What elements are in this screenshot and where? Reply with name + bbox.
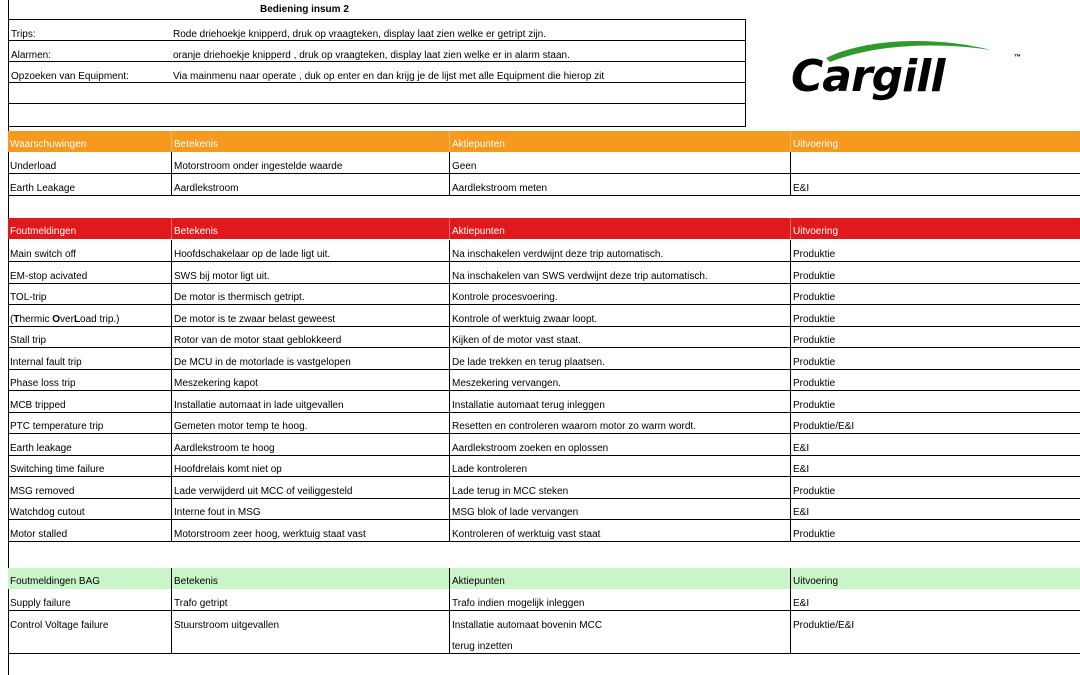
cell-text: Lade kontroleren <box>452 464 528 475</box>
table-row <box>8 305 1080 327</box>
cell-text: Kontrole of werktuig zwaar loopt. <box>452 314 598 325</box>
cell-text: Produktie/E&I <box>793 421 855 432</box>
header-cell <box>8 131 171 152</box>
cell-text: Produktie <box>793 378 836 389</box>
cell-text: Hoofdschakelaar op de lade ligt uit. <box>174 249 331 260</box>
cell-text: Supply failure <box>10 598 71 609</box>
header-label: Aktiepunten <box>452 576 505 587</box>
cell-text: Meszekering kapot <box>174 378 258 389</box>
header-label: Waarschuwingen <box>10 139 87 150</box>
logo-wordmark: Cargill <box>791 51 945 102</box>
info-row-trips <box>9 20 745 41</box>
table-row <box>8 348 1080 370</box>
cell-text: Lade verwijderd uit MCC of veiliggesteld <box>174 486 353 497</box>
table-row <box>8 498 1080 520</box>
table-row <box>8 589 1080 611</box>
info-text: Via mainmenu naar operate , duk op enter en dan krijg je de lijst met alle Equipment die hierop zit <box>173 71 605 82</box>
cell-text: Kontrole procesvoering. <box>452 292 558 303</box>
cell-text: TOL-trip <box>10 292 47 303</box>
cell-text: Hoofdrelais komt niet op <box>174 464 282 475</box>
table-row <box>8 240 1080 262</box>
header-cell <box>8 568 171 589</box>
cell-text: De lade trekken en terug plaatsen. <box>452 357 605 368</box>
cargill-logo <box>786 36 1036 106</box>
header-label: Uitvoering <box>793 576 839 587</box>
header-label: Betekenis <box>174 139 218 150</box>
cell-text: MSG blok of lade vervangen <box>452 507 579 518</box>
info-row-equipment <box>9 62 745 83</box>
header-cell <box>790 218 1080 239</box>
info-box <box>8 19 746 127</box>
cell-text: Rotor van de motor staat geblokkeerd <box>174 335 342 346</box>
cell-text: Produktie <box>793 486 836 497</box>
header-label: Betekenis <box>174 576 218 587</box>
cell-text: Earth leakage <box>10 443 72 454</box>
cell-text: Na inschakelen verdwijnt deze trip automatisch. <box>452 249 664 260</box>
cell-text: Stuurstroom uitgevallen <box>174 620 280 631</box>
table-row <box>8 434 1080 456</box>
cell-text: Switching time failure <box>10 464 105 475</box>
info-label: Trips: <box>11 29 36 40</box>
cell-text: E&I <box>793 183 810 194</box>
faults-header-row <box>8 218 1080 239</box>
header-label: Uitvoering <box>793 139 839 150</box>
cell-text: Kontroleren of werktuig vast staat <box>452 529 601 540</box>
header-label: Foutmeldingen <box>10 226 77 237</box>
info-text: Rode driehoekje knipperd, druk op vraagteken, display laat zien welke er getript zijn. <box>173 29 546 40</box>
cell-text: Motorstroom zeer hoog, werktuig staat vast <box>174 529 366 540</box>
cell-text: Produktie <box>793 529 836 540</box>
cell-text: Motorstroom onder ingestelde waarde <box>174 161 343 172</box>
warnings-header-row <box>8 131 1080 152</box>
table-row <box>8 520 1080 542</box>
cell-text: Earth Leakage <box>10 183 76 194</box>
cell-text: Underload <box>10 161 57 172</box>
header-cell <box>171 131 449 152</box>
cell-text: Trafo getript <box>174 598 228 609</box>
table-row <box>8 369 1080 391</box>
cell-text: Na inschakelen van SWS verdwijnt deze trip automatisch. <box>452 271 708 282</box>
cell-text: Lade terug in MCC steken <box>452 486 569 497</box>
document-title: Bediening insum 2 <box>260 4 349 15</box>
info-row-empty <box>9 83 745 104</box>
cell-text: Installatie automaat terug inleggen <box>452 400 605 411</box>
table-row <box>8 326 1080 348</box>
table-row <box>8 455 1080 477</box>
cell-text: Kijken of de motor vast staat. <box>452 335 581 346</box>
cell-text: Aardlekstroom te hoog <box>174 443 275 454</box>
cell-text: Aardlekstroom <box>174 183 239 194</box>
header-cell <box>449 568 790 589</box>
cell-text-continuation: terug inzetten <box>452 641 513 652</box>
cell-text: Produktie <box>793 271 836 282</box>
cell-text: Main switch off <box>10 249 76 260</box>
cell-text: Produktie <box>793 292 836 303</box>
cell-text: Trafo indien mogelijk inleggen <box>452 598 585 609</box>
header-cell <box>171 218 449 239</box>
header-cell <box>171 568 449 589</box>
cell-text: Stall trip <box>10 335 47 346</box>
cell-text: PTC temperature trip <box>10 421 104 432</box>
cell-text: SWS bij motor ligt uit. <box>174 271 270 282</box>
table-row <box>8 283 1080 305</box>
cell-text: EM-stop acivated <box>10 271 88 282</box>
cell-text: Aardlekstroom zoeken en oplossen <box>452 443 609 454</box>
cell-text: Internal fault trip <box>10 357 82 368</box>
info-row-alarmen <box>9 41 745 62</box>
header-label: Betekenis <box>174 226 218 237</box>
cell-text: Gemeten motor temp te hoog. <box>174 421 308 432</box>
cell-text: Produktie/E&I <box>793 620 855 631</box>
cell-text: Produktie <box>793 314 836 325</box>
table-row <box>8 152 1080 174</box>
header-label: Uitvoering <box>793 226 839 237</box>
table-row <box>8 611 1080 654</box>
cell-text: Installatie automaat in lade uitgevallen <box>174 400 344 411</box>
cell-text: Geen <box>452 161 477 172</box>
cell-text: Produktie <box>793 400 836 411</box>
cell-text: (Thermic OverLoad trip.) <box>10 314 120 325</box>
header-label: Aktiepunten <box>452 139 505 150</box>
cell-text: Produktie <box>793 335 836 346</box>
cell-text: Motor stalled <box>10 529 68 540</box>
cell-text: MSG removed <box>10 486 75 497</box>
cell-text: Aardlekstroom meten <box>452 183 548 194</box>
cell-text: Watchdog cutout <box>10 507 85 518</box>
header-cell <box>449 131 790 152</box>
header-label: Aktiepunten <box>452 226 505 237</box>
cell-text: Installatie automaat bovenin MCC <box>452 620 603 631</box>
logo-trademark: ™ <box>1014 54 1021 61</box>
bag-header-row <box>8 568 1080 589</box>
cell-text: E&I <box>793 464 810 475</box>
cell-text: Meszekering vervangen. <box>452 378 561 389</box>
header-cell <box>790 568 1080 589</box>
cell-text: Produktie <box>793 249 836 260</box>
table-row <box>8 262 1080 284</box>
header-label: Foutmeldingen BAG <box>10 576 101 587</box>
cell-text: E&I <box>793 598 810 609</box>
table-row <box>8 412 1080 434</box>
header-cell <box>8 218 171 239</box>
cell-text: Phase loss trip <box>10 378 76 389</box>
cell-text: De motor is thermisch getript. <box>174 292 305 303</box>
table-row <box>8 174 1080 196</box>
cell-text: E&I <box>793 507 810 518</box>
info-label: Alarmen: <box>11 50 52 61</box>
header-cell <box>449 218 790 239</box>
info-row-empty <box>9 104 745 125</box>
cell-text: MCB tripped <box>10 400 66 411</box>
table-row <box>8 391 1080 413</box>
cell-text: E&I <box>793 443 810 454</box>
cell-text: Control Voltage failure <box>10 620 109 631</box>
table-row <box>8 477 1080 499</box>
cell-text: Resetten en controleren waarom motor zo warm wordt. <box>452 421 696 432</box>
cell-text: Interne fout in MSG <box>174 507 261 518</box>
cell-text: De MCU in de motorlade is vastgelopen <box>174 357 351 368</box>
cell-text: Produktie <box>793 357 836 368</box>
info-text: oranje driehoekje knipperd , druk op vraagteken, display laat zien welke er in alarm staan. <box>173 50 570 61</box>
header-cell <box>790 131 1080 152</box>
info-label: Opzoeken van Equipment: <box>11 71 129 82</box>
cell-text: De motor is te zwaar belast geweest <box>174 314 336 325</box>
